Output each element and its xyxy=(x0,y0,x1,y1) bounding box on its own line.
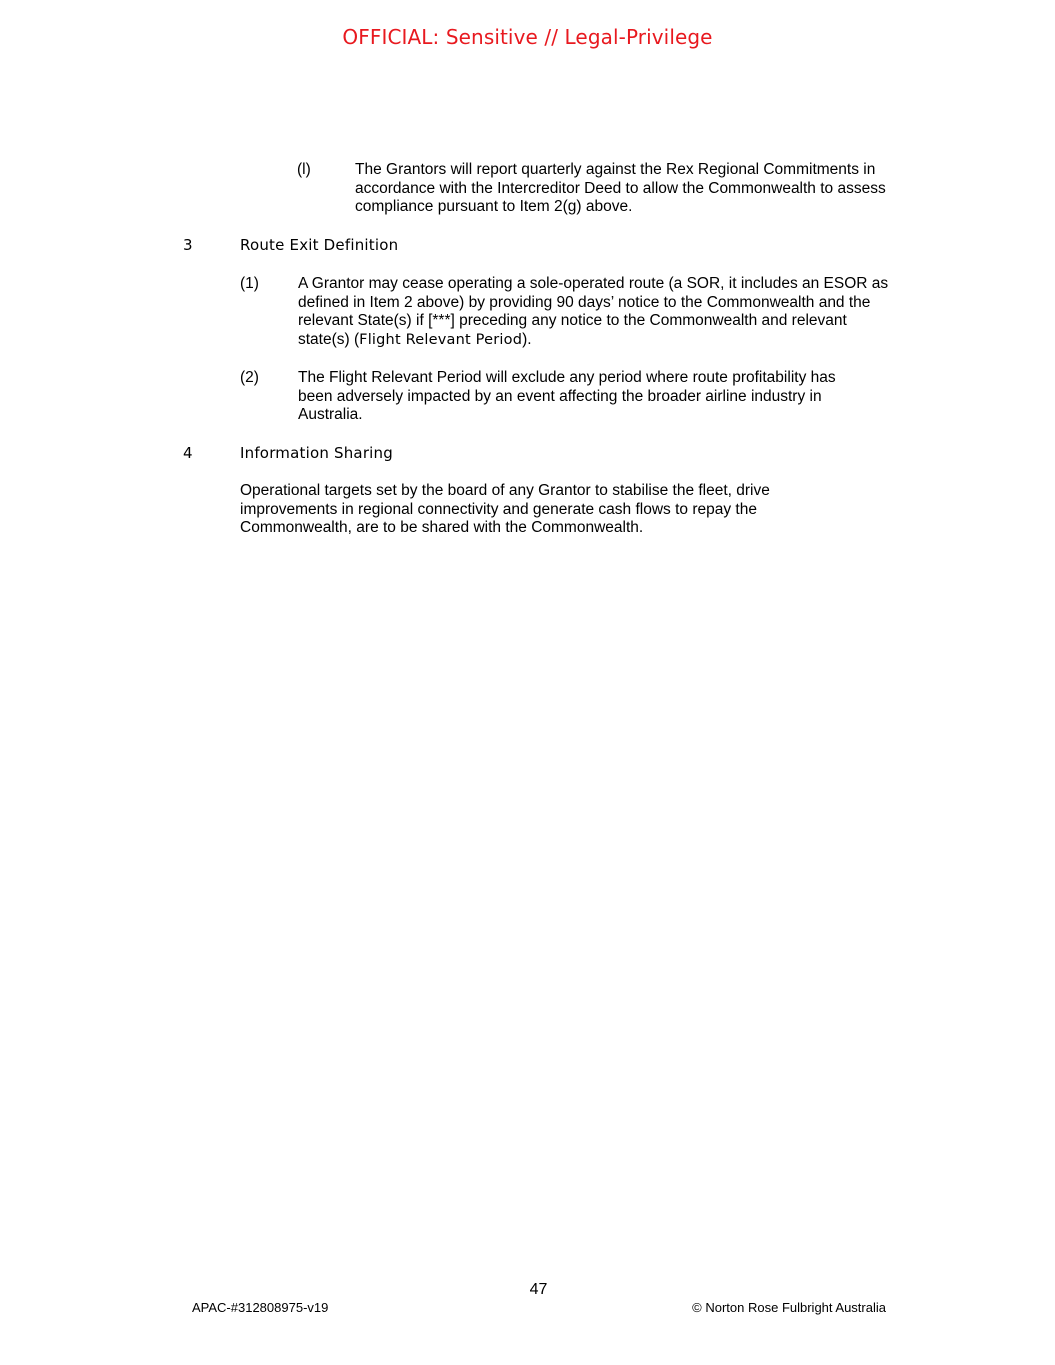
section-3-item-2-text: The Flight Relevant Period will exclude any period where route profitability has been adversely impacted by an event affecting the broader airline industry in Australia. xyxy=(298,369,836,423)
defined-term-flight-relevant-period: Flight Relevant Period xyxy=(359,331,523,348)
item-l-number: (l) xyxy=(297,161,311,178)
section-3-item-1-number: (1) xyxy=(240,275,259,292)
section-4-heading: Information Sharing xyxy=(240,444,393,462)
item-l-text: The Grantors will report quarterly against the Rex Regional Commitments in accordance with the Intercreditor Deed to allow the Commonwealth to assess compliance pursuant to Item 2(g) above. xyxy=(355,161,886,215)
section-4-number: 4 xyxy=(183,444,193,462)
section-3-heading: Route Exit Definition xyxy=(240,236,399,254)
classification-banner: OFFICIAL: Sensitive // Legal-Privilege xyxy=(342,25,713,49)
document-reference: APAC-#312808975-v19 xyxy=(192,1300,329,1315)
section-3-item-1-text xyxy=(298,275,898,349)
section-3-item-2-number: (2) xyxy=(240,369,259,386)
section-4-text: Operational targets set by the board of any Grantor to stabilise the fleet, drive improvements in regional connectivity and generate cash flows to repay the Commonwealth, are to be shared with the Commonwealth. xyxy=(240,482,770,536)
section-3-number: 3 xyxy=(183,236,193,254)
copyright-notice: © Norton Rose Fulbright Australia xyxy=(692,1300,886,1315)
page-number: 47 xyxy=(529,1281,548,1298)
item-1-text-before: A Grantor may cease operating a sole-operated route (a SOR, it includes an ESOR as defined in Item 2 above) by providing 90 days’ notice to the Commonwealth and the relevant State(s) if [***] preceding any notice to the Commonwealth and relevant state(s) ( xyxy=(298,275,889,348)
item-1-text-after: ). xyxy=(522,330,532,348)
